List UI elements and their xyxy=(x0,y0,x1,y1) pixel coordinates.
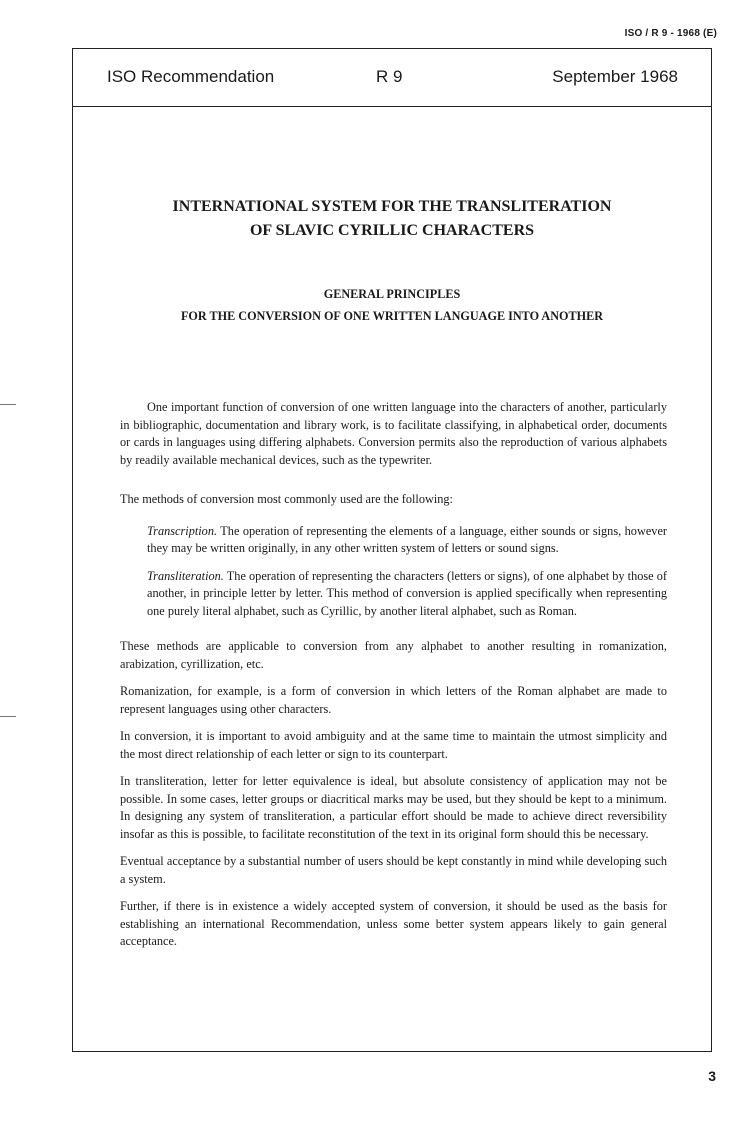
header-date: September 1968 xyxy=(552,67,678,86)
page-frame xyxy=(72,48,712,1052)
paragraph: In transliteration, letter for letter equivalence is ideal, but absolute consistency of application may not be possible. In some cases, letter groups or diacritical marks may be used, but they should be kept to a minimum. In designing any system of transliteration, a particular effort should be made to achieve direct reversibility insofar as this is possible, to facilitate reconstitution of the text in its original form should this be necessary. xyxy=(120,774,667,841)
paragraph: In conversion, it is important to avoid ambiguity and at the same time to maintain the utmost simplicity and the most direct relationship of each letter or sign to its counterpart. xyxy=(120,729,667,761)
header-divider xyxy=(73,106,711,107)
definition-text: The operation of representing the characters (letters or signs), of one alphabet by those of another, in principle letter by letter. This method of conversion is applied specifically when representing one purely literal alphabet, such as Cyrillic, by another literal alphabet, such as Roman. xyxy=(147,568,667,618)
methods-lead-paragraph: The methods of conversion most commonly used are the following: xyxy=(120,492,453,506)
title-line: OF SLAVIC CYRILLIC CHARACTERS xyxy=(249,222,535,239)
transcription-definition xyxy=(147,523,667,558)
paragraph: Further, if there is in existence a widely accepted system of conversion, it should be used as the basis for establishing an international Recommendation, unless some better system appears likely to gain general acceptance. xyxy=(120,899,667,948)
definition-term: Transcription. xyxy=(147,523,218,538)
header-number: R 9 xyxy=(376,67,403,86)
definition-term: Transliteration. xyxy=(147,568,224,583)
header-series: ISO Recommendation xyxy=(107,67,275,86)
paragraph: Eventual acceptance by a substantial number of users should be kept constantly in mind while developing such a system. xyxy=(120,854,667,886)
paragraph: Romanization, for example, is a form of conversion in which letters of the Roman alphabet are made to represent languages using other characters. xyxy=(120,684,667,716)
subtitle-line: FOR THE CONVERSION OF ONE WRITTEN LANGUAGE INTO ANOTHER xyxy=(180,309,604,323)
paragraph: These methods are applicable to conversion from any alphabet to another resulting in romanization, arabization, cyrillization, etc. xyxy=(120,639,667,671)
document-title xyxy=(73,195,711,243)
page-header xyxy=(73,49,711,107)
page-number: 3 xyxy=(708,1068,716,1084)
body-text xyxy=(120,399,667,961)
title-line: INTERNATIONAL SYSTEM FOR THE TRANSLITERATION xyxy=(172,198,612,215)
definition-text: The operation of representing the elements of a language, either sounds or signs, however they may be written originally, in any other written system of letters or sound signs. xyxy=(147,523,667,555)
subtitle-line: GENERAL PRINCIPLES xyxy=(323,287,461,301)
scan-mark-left xyxy=(0,716,16,717)
transliteration-definition xyxy=(147,568,667,621)
scan-mark-left xyxy=(0,404,16,405)
section-subtitle xyxy=(73,283,711,327)
document-code: ISO / R 9 - 1968 (E) xyxy=(624,28,717,39)
intro-paragraph: One important function of conversion of one written language into the characters of another, particularly in bibliographic, documentation and library work, is to facilitate classifying, in alphabetical order, documents or cards in languages using differing alphabets. Conversion permits also the reproduction of various alphabets by readily available mechanical devices, such as the typewriter. xyxy=(120,400,667,467)
